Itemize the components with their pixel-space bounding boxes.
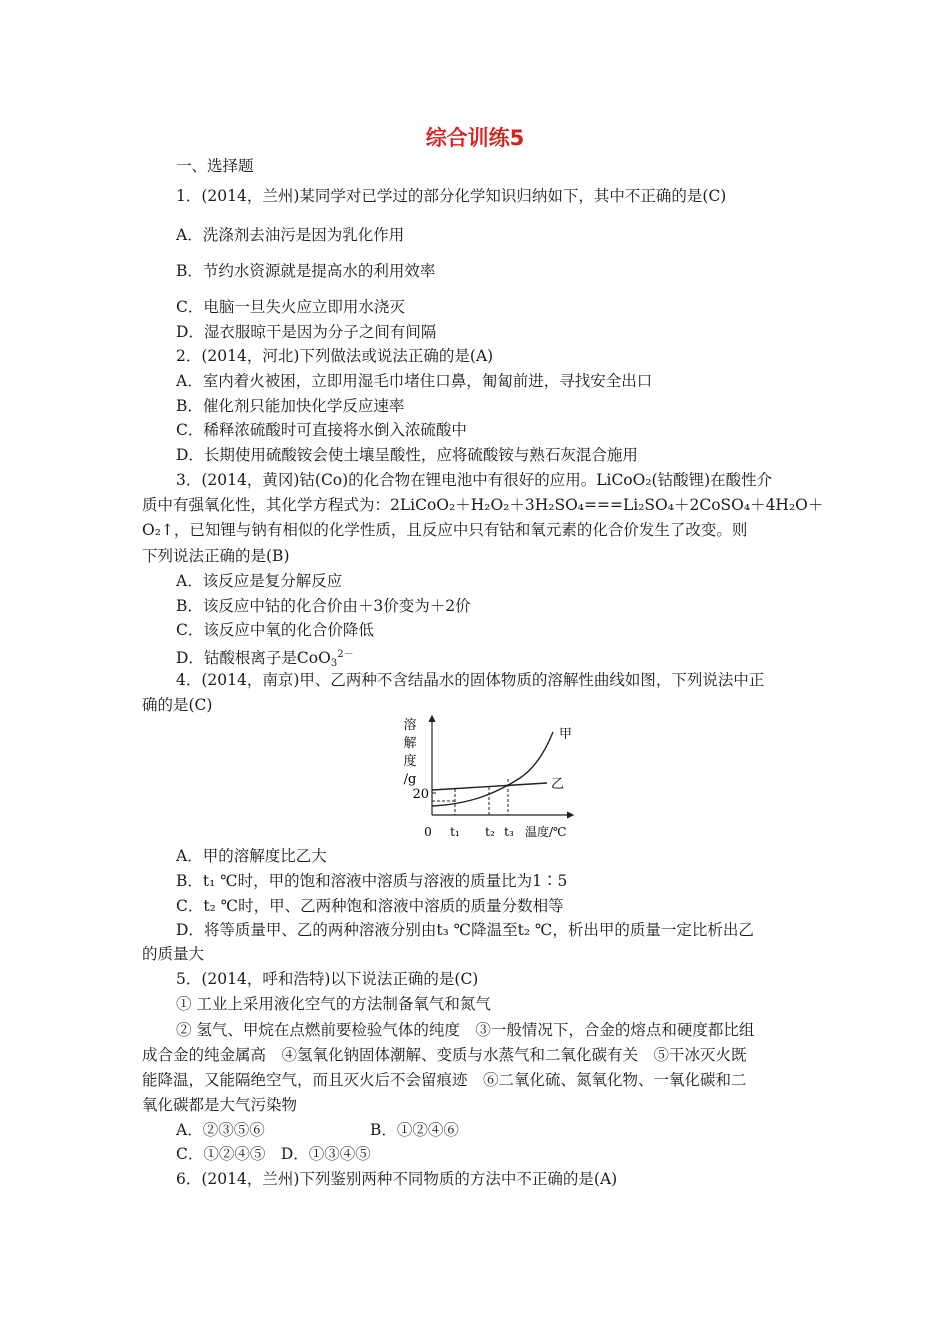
question-4-option-a: A．甲的溶解度比乙大	[176, 847, 327, 865]
question-2-stem: 2．(2014，河北)下列做法或说法正确的是(A)	[176, 347, 494, 365]
question-5-paragraph-2: 成合金的纯金属高 ④氢氧化钠固体潮解、变质与水蒸气和二氧化碳有关 ⑤干冰灭火既	[142, 1046, 747, 1064]
question-3-line-1: 3．(2014，黄冈)钴(Co)的化合物在锂电池中有很好的应用。LiCoO₂(钴酸锂)在酸性介	[176, 471, 773, 489]
y-tick-label: 20	[412, 787, 429, 802]
question-1-option-a: A．洗涤剂去油污是因为乳化作用	[176, 226, 405, 244]
origin-label: 0	[424, 825, 432, 839]
question-3-line-3: O₂↑，已知锂与钠有相似的化学性质，且反应中只有钴和氧元素的化合价发生了改变。则	[142, 521, 748, 539]
y-axis-label-3: 度	[403, 754, 417, 769]
question-1-option-b: B．节约水资源就是提高水的利用效率	[176, 262, 436, 280]
option-d-text: D．钴酸根离子是CoO	[176, 649, 331, 667]
question-3-option-a: A．该反应是复分解反应	[176, 572, 343, 590]
question-5-paragraph-4: 氧化碳都是大气污染物	[142, 1096, 298, 1114]
question-4-option-d-cont: 的质量大	[142, 945, 205, 963]
y-axis-label-4: /g	[403, 772, 417, 787]
question-1-stem: 1．(2014，兰州)某同学对已学过的部分化学知识归纳如下，其中不正确的是(C)	[176, 187, 727, 205]
y-axis-label-1: 溶	[403, 718, 417, 733]
question-4-option-c: C．t₂ ℃时，甲、乙两种饱和溶液中溶质的质量分数相等	[176, 897, 564, 915]
question-3-line-4: 下列说法正确的是(B)	[142, 547, 290, 565]
question-3-option-b: B．该反应中钴的化合价由＋3价变为＋2价	[176, 597, 471, 615]
option-d-subscript: 3	[330, 658, 338, 669]
question-5-stem: 5．(2014，呼和浩特)以下说法正确的是(C)	[176, 970, 479, 988]
option-d-superscript: 2－	[337, 649, 354, 660]
x-tick-t2: t₂	[485, 825, 495, 839]
question-4-line-1: 4．(2014，南京)甲、乙两种不含结晶水的固体物质的溶解性曲线如图，下列说法中正	[176, 671, 765, 689]
question-3-line-2: 质中有强氧化性，其化学方程式为：2LiCoO₂＋H₂O₂＋3H₂SO₄===Li₂SO₄＋2CoSO₄＋4H₂O＋	[142, 496, 824, 514]
question-5-option-b: B．①②④⑥	[370, 1121, 459, 1139]
series-jia-label: 甲	[559, 727, 573, 742]
page-title: 综合训练5	[425, 126, 525, 150]
question-5-option-a: A．②③⑤⑥	[176, 1121, 265, 1139]
question-1-option-d: D．湿衣服晾干是因为分子之间有间隔	[176, 323, 437, 341]
curve-jia	[432, 732, 553, 806]
question-6-stem: 6．(2014，兰州)下列鉴别两种不同物质的方法中不正确的是(A)	[176, 1170, 618, 1188]
question-2-option-c: C．稀释浓硫酸时可直接将水倒入浓硫酸中	[176, 421, 467, 439]
series-yi-label: 乙	[551, 777, 565, 792]
question-1-option-c: C．电脑一旦失火应立即用水浇灭	[176, 298, 405, 316]
question-4-option-b: B．t₁ ℃时，甲的饱和溶液中溶质与溶液的质量比为1∶5	[176, 872, 568, 890]
question-2-option-a: A．室内着火被困，立即用湿毛巾堵住口鼻，匍匐前进，寻找安全出口	[176, 372, 653, 390]
x-tick-t1: t₁	[450, 825, 460, 839]
question-2-option-b: B．催化剂只能加快化学反应速率	[176, 397, 405, 415]
question-5-paragraph-3: 能降温，又能隔绝空气，而且灭火后不会留痕迹 ⑥二氧化硫、氮氧化物、一氧化碳和二	[142, 1071, 747, 1089]
y-axis-label-2: 解	[403, 736, 417, 751]
question-4-line-2: 确的是(C)	[142, 696, 213, 714]
question-2-option-d: D．长期使用硫酸铵会使土壤呈酸性，应将硫酸铵与熟石灰混合施用	[176, 446, 638, 464]
solubility-chart	[395, 712, 595, 844]
question-5-item-1: ① 工业上采用液化空气的方法制备氧气和氮气	[176, 995, 491, 1013]
question-4-option-d: D．将等质量甲、乙的两种溶液分别由t₃ ℃降温至t₂ ℃，析出甲的质量一定比析出乙	[176, 921, 754, 939]
question-5-paragraph-1: ② 氢气、甲烷在点燃前要检验气体的纯度 ③一般情况下，合金的熔点和硬度都比组	[176, 1021, 755, 1039]
question-3-option-c: C．该反应中氧的化合价降低	[176, 621, 374, 639]
question-5-option-c-d: C．①②④⑤ D．①③④⑤	[176, 1145, 371, 1163]
x-tick-t3: t₃	[504, 825, 514, 839]
section-heading: 一、选择题	[176, 157, 254, 175]
x-axis-label: 温度/℃	[525, 825, 567, 839]
